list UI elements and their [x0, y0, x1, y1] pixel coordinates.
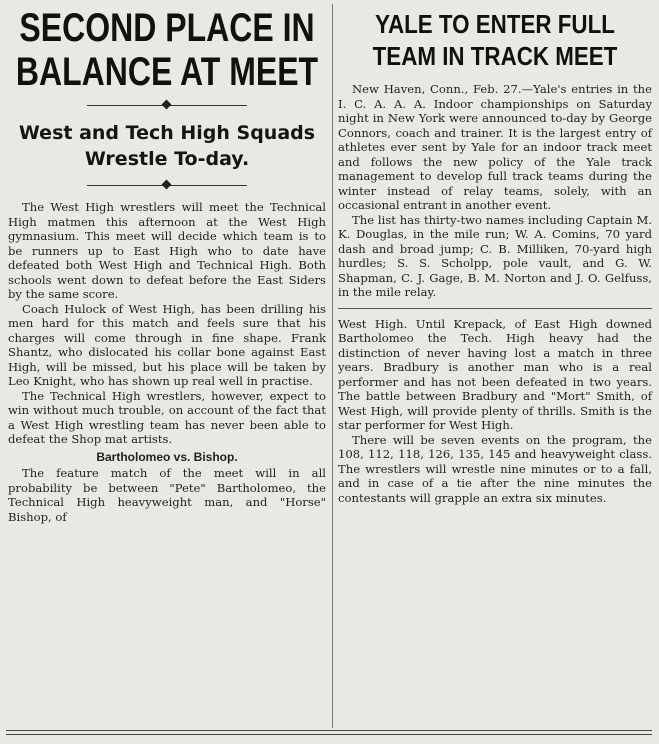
ornament-diamond-icon: [162, 180, 172, 190]
bottom-rule: [6, 734, 652, 735]
left-subheadline: [8, 120, 326, 172]
paragraph: New Haven, Conn., Feb. 27.—Yale's entries in the I. C. A. A. A. Indoor championships on Saturday night in New York were announced to-day by George Connors, coach and trainer. It is the largest entry of athletes ever sent by Yale for an indoor track meet and follows the new policy of the Yale track management to develop full track teams during the winter instead of relay teams, solely, with an occasional entrant in another event.: [338, 82, 652, 212]
right-headline: [326, 0, 659, 72]
paragraph: The Technical High wrestlers, however, expect to win without much trouble, on account of the fact that a West High wrestling team has never been able to defeat the Shop mat artists.: [8, 388, 326, 446]
right-headline-line-2: TEAM IN TRACK MEET: [372, 41, 618, 71]
ornament-divider: [87, 100, 247, 110]
paragraph: There will be seven events on the program, the 108, 112, 118, 126, 135, 145 and heavyweight class. The wrestlers will wrestle nine minutes or to a fall, and in case of a tie after the nine minutes the contestants will grapple an extra six minutes.: [338, 432, 652, 505]
continued-article-body: [338, 317, 652, 506]
right-headline-line-1: YALE TO ENTER FULL: [375, 9, 615, 39]
paragraph: West High. Until Krepack, of East High downed Bartholomeo the Tech. High heavy had the distinction of never having lost a match in three years. Bradbury is another man who is a real performer and has not been defeated in two years. The battle between Bradbury and "Mort" Smith, of West High, will provide plenty of thrills. Smith is the star performer for West High.: [338, 316, 652, 432]
left-subheadline-line-1: West and Tech High Squads: [18, 122, 316, 144]
left-article: [8, 0, 326, 524]
right-article-body: [338, 82, 652, 300]
column-divider: [332, 4, 333, 728]
ornament-divider: [87, 180, 247, 190]
left-headline-line-1: SECOND PLACE IN: [19, 6, 315, 50]
paragraph: The list has thirty-two names including Captain M. K. Douglas, in the mile run; W. A. Comins, 70 yard dash and broad jump; C. B. Milliken, 70-yard high hurdles; S. S. Scholpp, pole vault, and G. W. Shapman, C. J. Gage, B. M. Norton and J. O. Gelfuss, in the mile relay.: [338, 212, 652, 299]
left-subheadline-line-2: Wrestle To-day.: [84, 148, 250, 170]
left-headline-line-2: BALANCE AT MEET: [15, 50, 319, 94]
left-headline: [8, 0, 326, 94]
paragraph: Coach Hulock of West High, has been drilling his men hard for this match and feels sure that his charges will come through in fine shape. Frank Shantz, who dislocated his collar bone against East High, will be missed, but his place will be taken by Leo Knight, who has shown up real well in practise.: [8, 301, 326, 388]
right-article: [338, 0, 652, 505]
left-article-body: [8, 200, 326, 524]
section-divider: [338, 308, 652, 309]
crosshead: Bartholomeo vs. Bishop.: [96, 449, 238, 464]
ornament-diamond-icon: [162, 100, 172, 110]
paragraph: The West High wrestlers will meet the Technical High matmen this afternoon at the West High gymnasium. This meet will decide which team is to be runners up to East High who to date have defeated both West High and Technical High. Both schools went down to defeat before the East Siders by the same score.: [8, 200, 326, 301]
bottom-rule: [6, 730, 652, 731]
paragraph: The feature match of the meet will in all probability be between "Pete" Bartholomeo, the Technical High heavyweight man, and "Horse" Bishop, of: [8, 466, 326, 524]
